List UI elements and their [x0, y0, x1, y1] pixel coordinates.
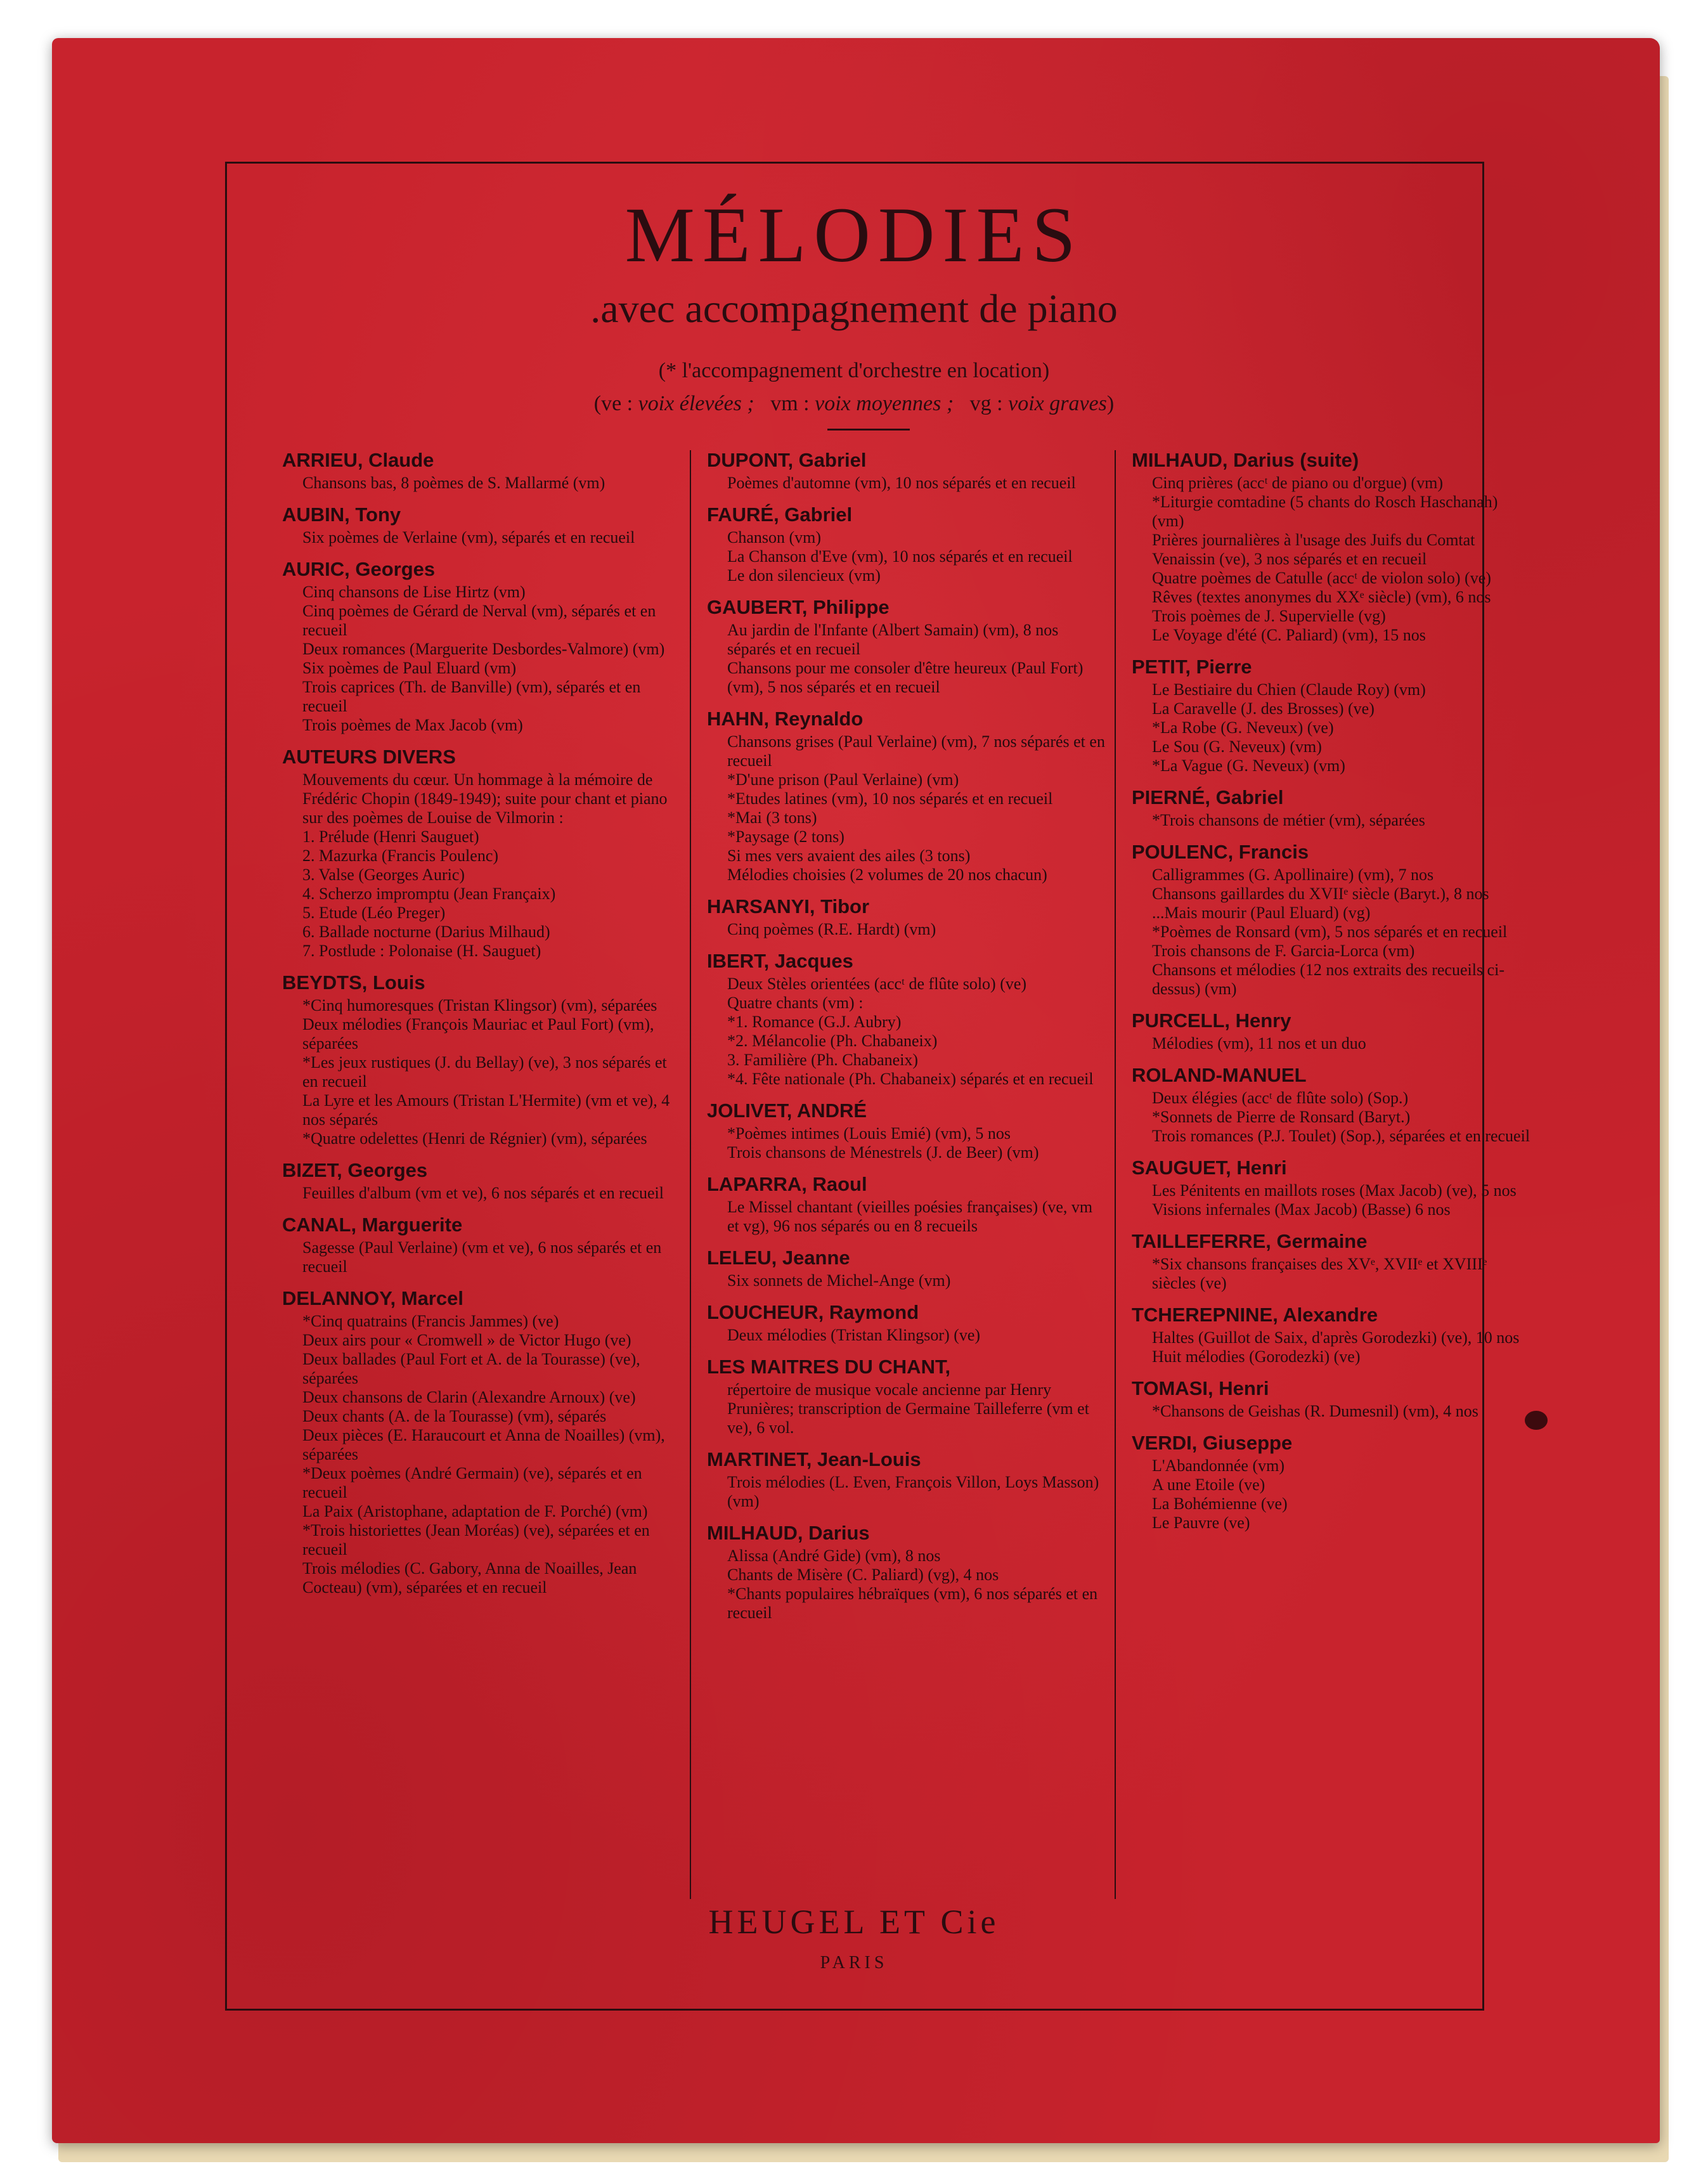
work-item: *D'une prison (Paul Verlaine) (vm) — [727, 770, 959, 789]
composer-entry — [1132, 784, 1531, 830]
composer-name: HAHN, Reynaldo — [707, 708, 864, 730]
composer-entry — [1132, 1155, 1531, 1219]
work-item: Trois mélodies (C. Gabory, Anna de Noailles, Jean Cocteau) (vm), séparées et en recueil — [302, 1559, 637, 1597]
work-item: *Trois historiettes (Jean Moréas) (ve), séparées et en recueil — [302, 1521, 650, 1559]
composer-name: TOMASI, Henri — [1132, 1377, 1269, 1399]
composer-name: AURIC, Georges — [282, 558, 436, 580]
work-item: Deux Stèles orientées (accᵗ de flûte solo) (ve) — [727, 975, 1027, 993]
composer-name: BEYDTS, Louis — [282, 971, 425, 994]
work-item: 3. Familière (Ph. Chabaneix) — [727, 1051, 919, 1069]
work-item: *1. Romance (G.J. Aubry) — [727, 1013, 902, 1031]
work-item: Sagesse (Paul Verlaine) (vm et ve), 6 nos séparés et en recueil — [302, 1238, 662, 1276]
work-item: Mélodies choisies (2 volumes de 20 nos chacun) — [727, 865, 1047, 884]
composer-name: PIERNÉ, Gabriel — [1132, 786, 1284, 808]
composer-entry — [282, 969, 682, 1148]
work-item: Six sonnets de Michel-Ange (vm) — [727, 1271, 951, 1290]
composer-name: VERDI, Giuseppe — [1132, 1432, 1293, 1454]
composer-name: MARTINET, Jean-Louis — [707, 1448, 921, 1470]
work-item: Chansons gaillardes du XVIIᵉ siècle (Baryt.), 8 nos — [1152, 885, 1489, 903]
composer-entry — [707, 1245, 1106, 1290]
composer-name: AUBIN, Tony — [282, 503, 401, 526]
work-item: Trois poèmes de J. Supervielle (vg) — [1152, 607, 1386, 625]
composer-entry — [282, 447, 682, 493]
composer-entry — [707, 706, 1106, 885]
work-item: *Chansons de Geishas (R. Dumesnil) (vm), 4 nos — [1152, 1402, 1478, 1420]
work-item: *4. Fête nationale (Ph. Chabaneix) séparés et en recueil — [727, 1070, 1094, 1088]
work-item: Le Bestiaire du Chien (Claude Roy) (vm) — [1152, 680, 1426, 699]
work-item: 2. Mazurka (Francis Poulenc) — [302, 846, 499, 865]
column-1 — [282, 447, 682, 1899]
work-item: *Paysage (2 tons) — [727, 827, 844, 846]
work-item: *Sonnets de Pierre de Ronsard (Baryt.) — [1152, 1108, 1411, 1126]
work-item: Visions infernales (Max Jacob) (Basse) 6 nos — [1152, 1200, 1451, 1219]
work-item: Deux pièces (E. Haraucourt et Anna de Noailles) (vm), séparées — [302, 1426, 665, 1463]
composer-entry — [282, 1212, 682, 1276]
work-item: *Cinq humoresques (Tristan Klingsor) (vm), séparées — [302, 996, 657, 1014]
work-item: Trois mélodies (L. Even, François Villon, Loys Masson) (vm) — [727, 1473, 1099, 1510]
work-item: Quatre poèmes de Catulle (accᵗ de violon solo) (ve) — [1152, 569, 1491, 587]
work-item: Calligrammes (G. Apollinaire) (vm), 7 nos — [1152, 865, 1434, 884]
work-item: Feuilles d'album (vm et ve), 6 nos séparés et en recueil — [302, 1184, 664, 1202]
composer-entry — [1132, 654, 1531, 775]
work-item: *Liturgie comtadine (5 chants do Rosch Haschanah) (vm) — [1152, 493, 1498, 530]
work-item: *Trois chansons de métier (vm), séparées — [1152, 811, 1425, 829]
composer-name: LES MAITRES DU CHANT, — [707, 1356, 951, 1378]
composer-name: CANAL, Marguerite — [282, 1214, 463, 1236]
work-item: Six poèmes de Verlaine (vm), séparés et en recueil — [302, 528, 635, 547]
title-rule — [827, 429, 910, 431]
publisher-name: HEUGEL ET Cie — [708, 1903, 1000, 1941]
composer-name: POULENC, Francis — [1132, 841, 1309, 863]
composer-entry — [707, 1171, 1106, 1236]
composer-entry — [1132, 1228, 1531, 1293]
work-item: Deux mélodies (Tristan Klingsor) (ve) — [727, 1326, 981, 1344]
work-item: Alissa (André Gide) (vm), 8 nos — [727, 1546, 941, 1565]
composer-name: AUTEURS DIVERS — [282, 746, 456, 768]
work-item: *La Vague (G. Neveux) (vm) — [1152, 756, 1345, 775]
work-item: Deux mélodies (François Mauriac et Paul Fort) (vm), séparées — [302, 1015, 654, 1053]
work-item: *Chants populaires hébraïques (vm), 6 nos séparés et en recueil — [727, 1585, 1098, 1622]
work-item: *La Robe (G. Neveux) (ve) — [1152, 718, 1334, 737]
work-item: *Etudes latines (vm), 10 nos séparés et en recueil — [727, 789, 1053, 808]
work-item: Huit mélodies (Gorodezki) (ve) — [1152, 1347, 1361, 1366]
composer-entry — [1132, 1062, 1531, 1146]
work-item: Trois chansons de F. Garcia-Lorca (vm) — [1152, 942, 1415, 960]
work-item: Poèmes d'automne (vm), 10 nos séparés et en recueil — [727, 474, 1076, 492]
composer-name: LAPARRA, Raoul — [707, 1173, 867, 1195]
work-item: *Poèmes intimes (Louis Emié) (vm), 5 nos — [727, 1124, 1011, 1143]
composer-name: MILHAUD, Darius — [707, 1522, 870, 1544]
composer-name: PETIT, Pierre — [1132, 656, 1252, 678]
composer-entry — [707, 447, 1106, 493]
composer-entry — [1132, 1375, 1531, 1421]
work-item: Deux chansons de Clarin (Alexandre Arnoux) (ve) — [302, 1388, 636, 1406]
composer-entry — [1132, 1302, 1531, 1366]
work-item: *Les jeux rustiques (J. du Bellay) (ve), 3 nos séparés et en recueil — [302, 1053, 667, 1091]
work-item: 3. Valse (Georges Auric) — [302, 865, 465, 884]
work-item: Cinq prières (accᵗ de piano ou d'orgue) (vm) — [1152, 474, 1443, 492]
composer-entry — [282, 744, 682, 961]
work-item: Cinq chansons de Lise Hirtz (vm) — [302, 583, 526, 601]
work-item: Chansons grises (Paul Verlaine) (vm), 7 nos séparés et en recueil — [727, 732, 1105, 770]
work-item: Le Sou (G. Neveux) (vm) — [1152, 737, 1322, 756]
work-item: *Mai (3 tons) — [727, 808, 817, 827]
ink-spot — [1525, 1411, 1548, 1430]
composer-entry — [1132, 1430, 1531, 1533]
work-item: 6. Ballade nocturne (Darius Milhaud) — [302, 923, 550, 941]
work-item: *Six chansons françaises des XVᵉ, XVIIᵉ et XVIIIᵉ siècles (ve) — [1152, 1255, 1487, 1292]
column-divider — [690, 450, 691, 1899]
work-item: A une Etoile (ve) — [1152, 1475, 1265, 1494]
work-item: *Deux poèmes (André Germain) (ve), séparés et en recueil — [302, 1464, 642, 1501]
composer-entry — [707, 1520, 1106, 1623]
composer-name: HARSANYI, Tibor — [707, 895, 870, 917]
work-item: Si mes vers avaient des ailes (3 tons) — [727, 846, 971, 865]
work-item: La Lyre et les Amours (Tristan L'Hermite) (vm et ve), 4 nos séparés — [302, 1091, 670, 1129]
composer-name: GAUBERT, Philippe — [707, 596, 890, 618]
composer-name: DUPONT, Gabriel — [707, 449, 867, 471]
work-item: Les Pénitents en maillots roses (Max Jacob) (ve), 5 nos — [1152, 1181, 1517, 1200]
composer-entry — [707, 1446, 1106, 1511]
work-item: ...Mais mourir (Paul Eluard) (vg) — [1152, 904, 1371, 922]
work-item: Cinq poèmes (R.E. Hardt) (vm) — [727, 920, 936, 938]
work-item: Prières journalières à l'usage des Juifs du Comtat Venaissin (ve), 3 nos séparés et en recueil — [1152, 531, 1475, 568]
composer-entry — [707, 948, 1106, 1089]
work-item: Rêves (textes anonymes du XXᵉ siècle) (vm), 6 nos — [1152, 588, 1491, 606]
work-item: Deux airs pour « Cromwell » de Victor Hugo (ve) — [302, 1331, 631, 1349]
work-item: Trois poèmes de Max Jacob (vm) — [302, 716, 523, 734]
composer-name: JOLIVET, ANDRÉ — [707, 1099, 867, 1122]
composer-name: LOUCHEUR, Raymond — [707, 1301, 919, 1323]
composer-entry — [282, 502, 682, 547]
composer-entry — [707, 502, 1106, 585]
composer-entry — [707, 1299, 1106, 1345]
work-item: Le don silencieux (vm) — [727, 566, 881, 585]
work-item: La Paix (Aristophane, adaptation de F. Porché) (vm) — [302, 1502, 648, 1520]
work-item: Le Pauvre (ve) — [1152, 1514, 1250, 1532]
publisher-city: PARIS — [820, 1953, 888, 1973]
work-item: *Poèmes de Ronsard (vm), 5 nos séparés et en recueil — [1152, 923, 1508, 941]
composer-entry — [1132, 447, 1531, 645]
work-item: Deux romances (Marguerite Desbordes-Valmore) (vm) — [302, 640, 665, 658]
work-item: La Chanson d'Eve (vm), 10 nos séparés et en recueil — [727, 547, 1073, 566]
composer-name: ROLAND-MANUEL — [1132, 1064, 1307, 1086]
orchestra-note: (* l'accompagnement d'orchestre en location) — [658, 359, 1050, 382]
composer-name: MILHAUD, Darius (suite) — [1132, 449, 1359, 471]
work-item: Chansons et mélodies (12 nos extraits des recueils ci-dessus) (vm) — [1152, 961, 1504, 998]
composer-entry — [282, 556, 682, 735]
composer-entry — [707, 1354, 1106, 1437]
work-item: 1. Prélude (Henri Sauguet) — [302, 827, 479, 846]
composer-name: PURCELL, Henry — [1132, 1009, 1291, 1032]
work-item: Au jardin de l'Infante (Albert Samain) (vm), 8 nos séparés et en recueil — [727, 621, 1059, 658]
composer-entry — [707, 594, 1106, 697]
work-item: Chansons bas, 8 poèmes de S. Mallarmé (vm) — [302, 474, 605, 492]
work-item: Le Voyage d'été (C. Paliard) (vm), 15 nos — [1152, 626, 1426, 644]
work-item: Haltes (Guillot de Saix, d'après Gorodezki) (ve), 10 nos — [1152, 1328, 1520, 1347]
work-item: La Caravelle (J. des Brosses) (ve) — [1152, 699, 1375, 718]
page-subtitle: .avec accompagnement de piano — [590, 286, 1118, 331]
work-item: 4. Scherzo impromptu (Jean Françaix) — [302, 885, 556, 903]
work-item: Deux élégies (accᵗ de flûte solo) (Sop.) — [1152, 1089, 1409, 1107]
composer-name: IBERT, Jacques — [707, 950, 853, 972]
composer-name: DELANNOY, Marcel — [282, 1287, 463, 1309]
work-item: Cinq poèmes de Gérard de Nerval (vm), séparés et en recueil — [302, 602, 656, 639]
work-item: Deux chants (A. de la Tourasse) (vm), séparés — [302, 1407, 607, 1425]
column-divider — [1115, 450, 1116, 1899]
work-item: Le Missel chantant (vieilles poésies françaises) (ve, vm et vg), 96 nos séparés ou en 8 recueils — [727, 1198, 1093, 1235]
work-item: Trois chansons de Ménestrels (J. de Beer) (vm) — [727, 1143, 1039, 1162]
work-item: Mélodies (vm), 11 nos et un duo — [1152, 1034, 1366, 1053]
work-item: Trois romances (P.J. Toulet) (Sop.), séparées et en recueil — [1152, 1127, 1530, 1145]
composer-name: SAUGUET, Henri — [1132, 1157, 1287, 1179]
work-item: Trois caprices (Th. de Banville) (vm), séparés et en recueil — [302, 678, 641, 715]
work-item: Chansons pour me consoler d'être heureux (Paul Fort) (vm), 5 nos séparés et en recueil — [727, 659, 1084, 696]
composer-name: TCHEREPNINE, Alexandre — [1132, 1304, 1378, 1326]
work-item: *Quatre odelettes (Henri de Régnier) (vm), séparées — [302, 1129, 647, 1148]
column-2 — [707, 447, 1106, 1899]
page-title: MÉLODIES — [624, 191, 1084, 278]
work-item: La Bohémienne (ve) — [1152, 1494, 1288, 1513]
composer-name: TAILLEFERRE, Germaine — [1132, 1230, 1368, 1252]
composer-entry — [282, 1157, 682, 1203]
composer-entry — [1132, 1008, 1531, 1053]
work-item: Six poèmes de Paul Eluard (vm) — [302, 659, 517, 677]
composer-name: FAURÉ, Gabriel — [707, 503, 853, 526]
work-item: 5. Etude (Léo Preger) — [302, 904, 446, 922]
composer-entry — [707, 893, 1106, 939]
work-item: 7. Postlude : Polonaise (H. Sauguet) — [302, 942, 541, 960]
composer-entry — [282, 1285, 682, 1597]
work-item: *2. Mélancolie (Ph. Chabaneix) — [727, 1032, 938, 1050]
work-item: Deux ballades (Paul Fort et A. de la Tourasse) (ve), séparées — [302, 1350, 640, 1387]
work-item: Mouvements du cœur. Un hommage à la mémoire de Frédéric Chopin (1849-1949); suite pour chant et piano sur des poèmes de Louise de Vilmorin : — [302, 770, 668, 827]
composer-name: LELEU, Jeanne — [707, 1247, 850, 1269]
column-3 — [1132, 447, 1531, 1899]
work-item: *Cinq quatrains (Francis Jammes) (ve) — [302, 1312, 559, 1330]
composer-entry — [707, 1098, 1106, 1162]
voice-legend: (ve : voix élevées ; vm : voix moyennes ; vg : voix graves) — [593, 392, 1115, 415]
work-item: Chanson (vm) — [727, 528, 822, 547]
composer-name: ARRIEU, Claude — [282, 449, 434, 471]
work-item: Quatre chants (vm) : — [727, 994, 864, 1012]
work-item: Chants de Misère (C. Paliard) (vg), 4 nos — [727, 1565, 999, 1584]
composer-name: BIZET, Georges — [282, 1159, 428, 1181]
work-item: répertoire de musique vocale ancienne par Henry Prunières; transcription de Germaine Tailleferre (vm et ve), 6 vol. — [727, 1380, 1089, 1437]
composer-entry — [1132, 839, 1531, 999]
work-item: L'Abandonnée (vm) — [1152, 1456, 1285, 1475]
